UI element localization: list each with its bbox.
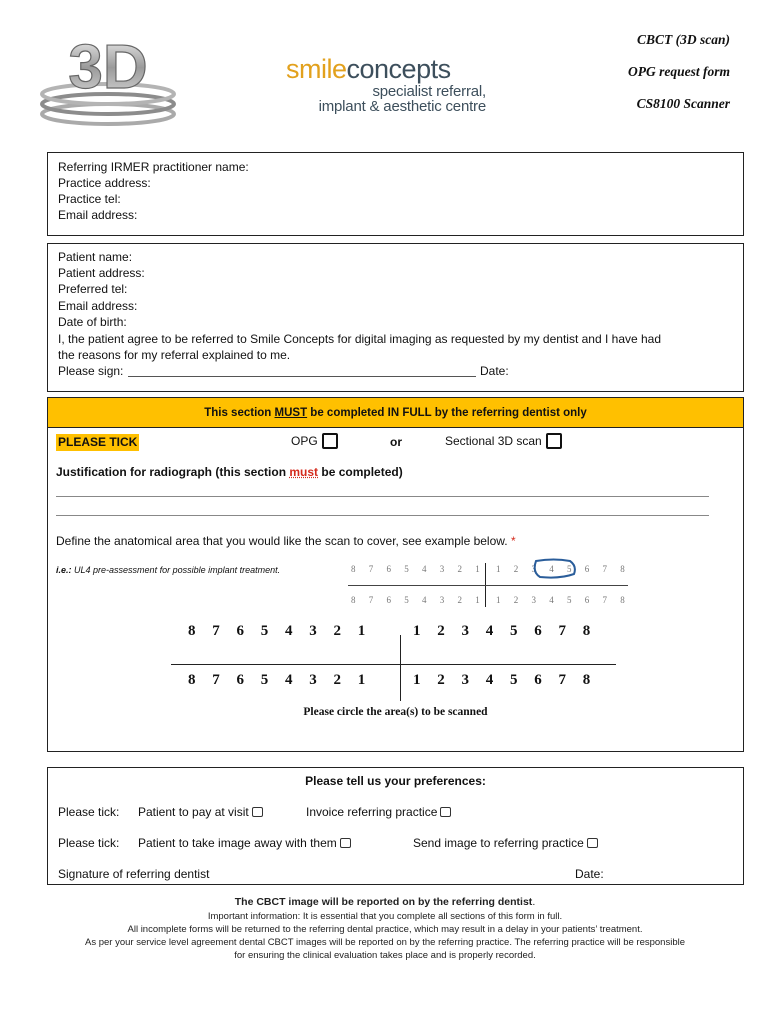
patient-name-field[interactable]: Patient name:: [58, 250, 133, 264]
send-image-checkbox[interactable]: [587, 838, 598, 848]
footer-report-note: The CBCT image will be reported on by the referring dentist.: [234, 896, 536, 908]
opg-checkbox[interactable]: [322, 433, 338, 449]
footer-incomplete-forms: All incomplete forms will be returned to the referring dental practice, which may result in a delay in your patients’ treatment.: [127, 924, 643, 935]
invoice-practice-option[interactable]: Invoice referring practice: [306, 804, 451, 821]
must-complete-banner: This section MUST be completed IN FULL by the referring dentist only: [48, 398, 743, 428]
please-tick-label: PLEASE TICK: [58, 435, 138, 449]
patient-tel-field[interactable]: Preferred tel:: [58, 282, 128, 296]
practitioner-name-field[interactable]: Referring IRMER practitioner name:: [58, 160, 249, 174]
teeth-lower-left[interactable]: 1 2 3 4 5 6 7 8: [413, 672, 591, 688]
example-teeth-lower-left: 1 2 3 4 5 6 7 8: [496, 595, 626, 605]
example-teeth-upper-left: 1 2 3 4 5 6 7 8: [496, 564, 626, 574]
form-title-scanner: CS8100 Scanner: [636, 96, 730, 111]
consent-text-1: I, the patient agree to be referred to Smile Concepts for digital imaging as requested by my dentist and I have had: [58, 332, 662, 346]
dentist-date-field[interactable]: Date:: [575, 867, 604, 881]
example-midline-horizontal: [348, 585, 628, 586]
define-area-text: Define the anatomical area that you would like the scan to cover, see example below. *: [56, 534, 516, 548]
take-image-away-option[interactable]: Patient to take image away with them: [138, 835, 351, 852]
dentist-signature-field[interactable]: Signature of referring dentist: [58, 867, 210, 881]
dentist-section: [47, 397, 744, 752]
practitioner-section: [47, 152, 744, 236]
circle-instruction: Please circle the area(s) to be scanned: [303, 706, 488, 718]
smile-concepts-logo: [286, 54, 486, 114]
please-tick-label-1: Please tick:: [58, 805, 120, 819]
preferences-section: [47, 767, 744, 885]
footer-clinical-evaluation: for ensuring the clinical evaluation takes place and is properly recorded.: [234, 950, 536, 961]
patient-dob-field[interactable]: Date of birth:: [58, 315, 127, 329]
brand-sub-1: specialist referral,: [372, 83, 486, 100]
patient-sign-label: Please sign:: [58, 364, 124, 378]
teeth-upper-left[interactable]: 1 2 3 4 5 6 7 8: [413, 623, 591, 639]
teeth-midline-horizontal: [171, 664, 616, 665]
example-text: i.e.: UL4 pre-assessment for possible implant treatment.: [56, 565, 281, 575]
patient-date-label: Date:: [480, 364, 509, 378]
sectional-3d-checkbox[interactable]: [546, 433, 562, 449]
patient-signature-line[interactable]: [128, 376, 476, 377]
justification-line-2[interactable]: [56, 515, 709, 516]
example-teeth-lower-right: 8 7 6 5 4 3 2 1: [351, 595, 481, 605]
patient-section: [47, 243, 744, 392]
invoice-practice-checkbox[interactable]: [440, 807, 451, 817]
teeth-midline-vertical: [400, 635, 401, 701]
practice-email-field[interactable]: Email address:: [58, 208, 138, 222]
patient-email-field[interactable]: Email address:: [58, 299, 138, 313]
send-image-option[interactable]: Send image to referring practice: [413, 835, 598, 852]
justification-heading: Justification for radiograph (this section must be completed): [56, 465, 403, 479]
patient-address-field[interactable]: Patient address:: [58, 266, 145, 280]
teeth-lower-right[interactable]: 8 7 6 5 4 3 2 1: [188, 672, 366, 688]
3d-logo: [38, 26, 178, 126]
brand-concepts: concepts: [346, 54, 451, 84]
footer-important-info: Important information: It is essential that you complete all sections of this form in full.: [207, 911, 563, 922]
pay-at-visit-option[interactable]: Patient to pay at visit: [138, 804, 263, 821]
brand-sub-2: implant & aesthetic centre: [318, 98, 486, 115]
consent-text-2: the reasons for my referral explained to me.: [58, 348, 291, 362]
practice-address-field[interactable]: Practice address:: [58, 176, 151, 190]
teeth-upper-right[interactable]: 8 7 6 5 4 3 2 1: [188, 623, 366, 639]
opg-option[interactable]: OPG: [291, 433, 338, 450]
logo-3d-text: 3D: [68, 33, 148, 102]
form-title-cbct: CBCT (3D scan): [636, 32, 730, 47]
brand-smile: smile: [286, 54, 347, 84]
example-teeth-upper-right: 8 7 6 5 4 3 2 1: [351, 564, 481, 574]
please-tick-label-2: Please tick:: [58, 836, 120, 850]
preferences-title: Please tell us your preferences:: [305, 774, 486, 788]
pay-at-visit-checkbox[interactable]: [252, 807, 263, 817]
justification-line-1[interactable]: [56, 496, 709, 497]
footer-sla-note: As per your service level agreement dental CBCT images will be reported on by the referring practice. The referring practice will be responsible: [84, 937, 686, 948]
form-title-opg: OPG request form: [628, 64, 730, 79]
sectional-3d-option[interactable]: Sectional 3D scan: [445, 433, 562, 450]
practice-tel-field[interactable]: Practice tel:: [58, 192, 121, 206]
or-label: or: [390, 435, 402, 449]
take-image-away-checkbox[interactable]: [340, 838, 351, 848]
example-circle-mark: [530, 558, 578, 580]
